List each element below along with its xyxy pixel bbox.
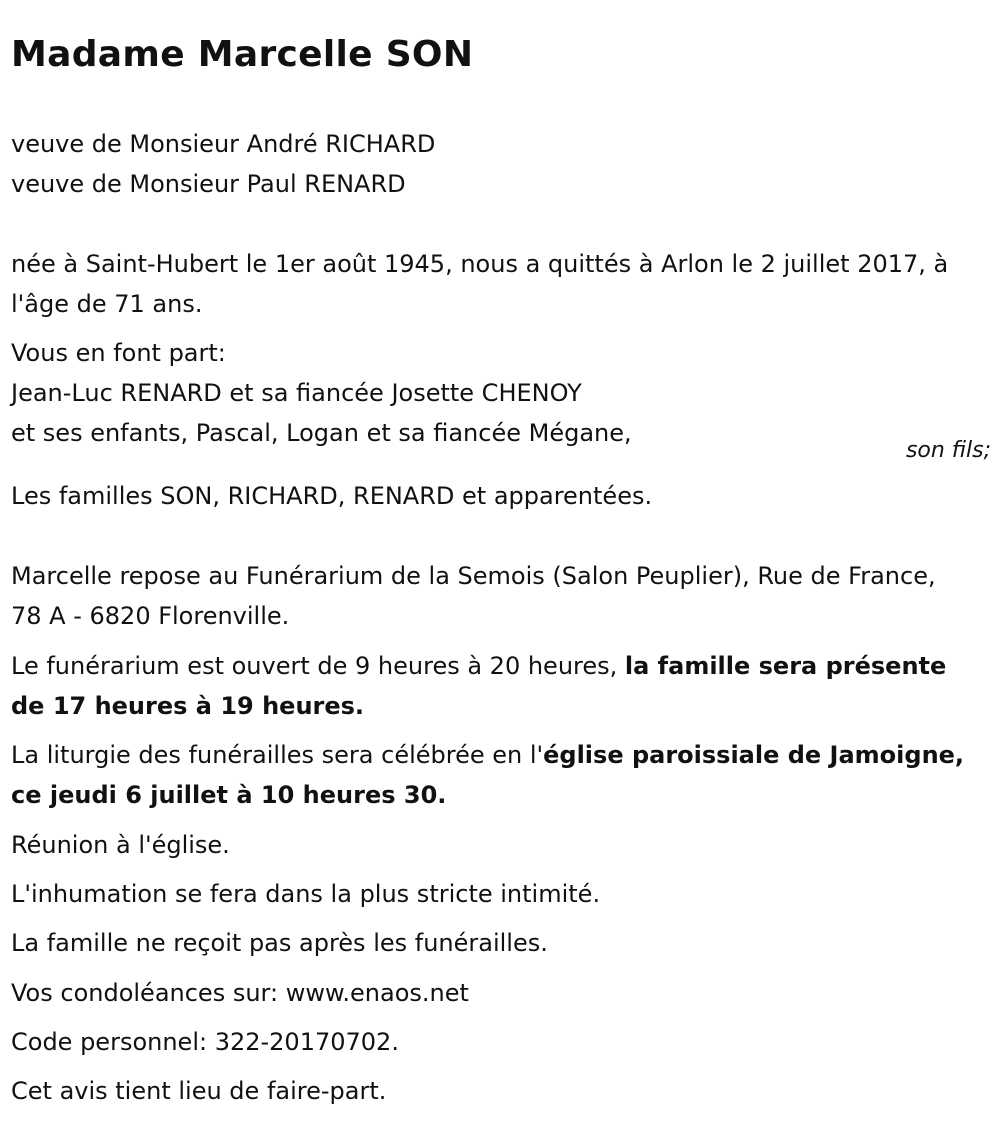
- no-reception-text: La famille ne reçoit pas après les funérailles.: [11, 929, 548, 957]
- closing-text: Cet avis tient lieu de faire-part.: [11, 1077, 387, 1105]
- repose-text: Marcelle repose au Funérarium de la Semois (Salon Peuplier), Rue de France, 78 A - 6820 Florenville.: [11, 562, 936, 630]
- widow-line-2: veuve de Monsieur Paul RENARD: [11, 170, 406, 198]
- liturgy-text: [11, 735, 971, 815]
- announcer-line-2: et ses enfants, Pascal, Logan et sa fiancée Mégane,: [11, 419, 632, 447]
- burial-text: L'inhumation se fera dans la plus stricte intimité.: [11, 880, 601, 908]
- liturgy-bold: église paroissiale de Jamoigne, ce jeudi 6 juillet à 10 heures 30.: [11, 741, 965, 809]
- liturgy-plain: La liturgie des funérailles sera célébrée en l': [11, 741, 544, 769]
- reunion-text: Réunion à l'église.: [11, 831, 230, 859]
- relation-note: son fils;: [905, 438, 991, 463]
- hours-bold: la famille sera présente de 17 heures à 19 heures.: [11, 652, 947, 720]
- announce-intro: Vous en font part:: [11, 339, 226, 367]
- widow-line-1: veuve de Monsieur André RICHARD: [11, 130, 436, 158]
- birth-death-text: née à Saint-Hubert le 1er août 1945, nous a quittés à Arlon le 2 juillet 2017, à l'âge de 71 ans.: [11, 250, 949, 318]
- hours-text: [11, 646, 971, 726]
- code-text: Code personnel: 322-20170702.: [11, 1028, 399, 1056]
- hours-plain: Le funérarium est ouvert de 9 heures à 20 heures,: [11, 652, 625, 680]
- families-text: Les familles SON, RICHARD, RENARD et apparentées.: [11, 482, 653, 510]
- page-title: Madame Marcelle SON: [11, 34, 474, 75]
- condolences-text: Vos condoléances sur: www.enaos.net: [11, 979, 469, 1007]
- announcer-line-1: Jean-Luc RENARD et sa fiancée Josette CHENOY: [11, 379, 582, 407]
